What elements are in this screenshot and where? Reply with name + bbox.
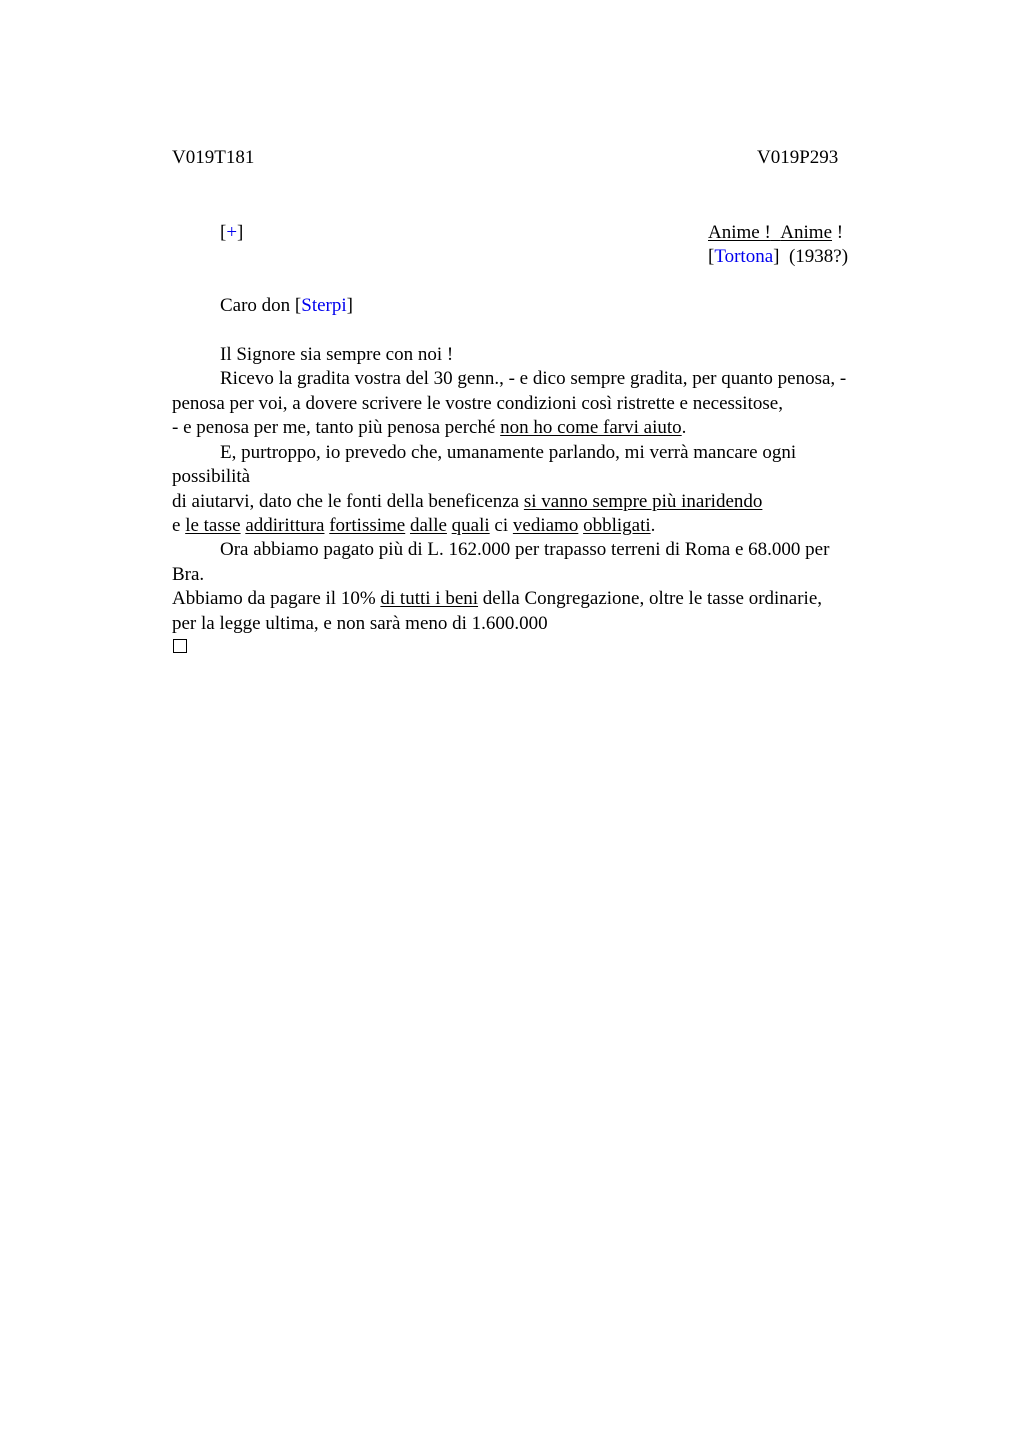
body-line-2: Ricevo la gradita vostra del 30 genn., - e dico sempre gradita, per quanto penosa, -	[220, 368, 847, 389]
body-line-11-text: Abbiamo da pagare il 10%	[172, 588, 381, 609]
period: .	[650, 515, 656, 536]
body-line-8	[172, 514, 655, 538]
underlined-word: obbligati	[583, 515, 651, 536]
document-code-left: V019T181	[172, 147, 255, 168]
body-line-7	[172, 490, 762, 514]
body-line-9: Ora abbiamo pagato più di L. 162.000 per trapasso terreni di Roma e 68.000 per	[220, 539, 830, 560]
marker-open-bracket: [	[220, 222, 227, 243]
underlined-word: le tasse	[185, 515, 241, 536]
body-line-11	[172, 587, 822, 611]
anime-exclamation: !	[836, 222, 844, 243]
underlined-word: quali	[451, 515, 490, 536]
anime-2: Anime	[780, 222, 833, 243]
place-link[interactable]: Tortona	[714, 246, 774, 267]
body-line-10: Bra.	[172, 564, 205, 585]
heading-anime-underlined	[708, 222, 832, 243]
place-close-bracket: ]	[773, 246, 780, 267]
body-line-4	[172, 416, 686, 440]
body-line-1: Il Signore sia sempre con noi !	[220, 344, 454, 365]
marker-close-bracket: ]	[237, 222, 244, 243]
body-line-7-text: di aiutarvi, dato che le fonti della beneficenza	[172, 491, 524, 512]
underlined-word: dalle	[409, 515, 447, 536]
salutation-suffix: ]	[346, 295, 353, 316]
underlined-phrase: si vanno sempre più inaridendo	[523, 491, 763, 512]
word: ci	[489, 515, 513, 536]
underlined-word: vediamo	[512, 515, 579, 536]
body-line-5: E, purtroppo, io prevedo che, umanamente parlando, mi verrà mancare ogni	[220, 442, 797, 463]
cross-marker	[220, 222, 243, 244]
body-line-11-end: della Congregazione, oltre le tasse ordinarie,	[478, 588, 823, 609]
recipient-link[interactable]: Sterpi	[301, 295, 347, 316]
body-line-3: penosa per voi, a dovere scrivere le vostre condizioni così ristrette e necessitose,	[172, 393, 783, 414]
document-code-right: V019P293	[757, 147, 839, 168]
anime-1: Anime !	[708, 222, 771, 243]
date-year: (1938?)	[788, 246, 849, 267]
underlined-phrase: di tutti i beni	[380, 588, 479, 609]
cross-sign-link[interactable]: +	[226, 222, 238, 243]
place-date	[708, 246, 848, 268]
underlined-phrase: non ho come farvi aiuto	[500, 417, 682, 438]
empty-square-icon	[173, 639, 187, 653]
body-line-4-end: .	[681, 417, 687, 438]
body-line-4-text: - e penosa per me, tanto più penosa perché	[172, 417, 501, 438]
body-line-6: possibilità	[172, 466, 251, 487]
body-line-12: per la legge ultima, e non sarà meno di 1.600.000	[172, 613, 548, 634]
salutation	[220, 295, 353, 317]
heading-anime	[708, 222, 843, 244]
underlined-word: addirittura	[245, 515, 325, 536]
underlined-word: fortissime	[329, 515, 406, 536]
salutation-prefix: Caro don [	[220, 295, 302, 316]
place-open-bracket: [	[708, 246, 715, 267]
word: e	[172, 515, 186, 536]
